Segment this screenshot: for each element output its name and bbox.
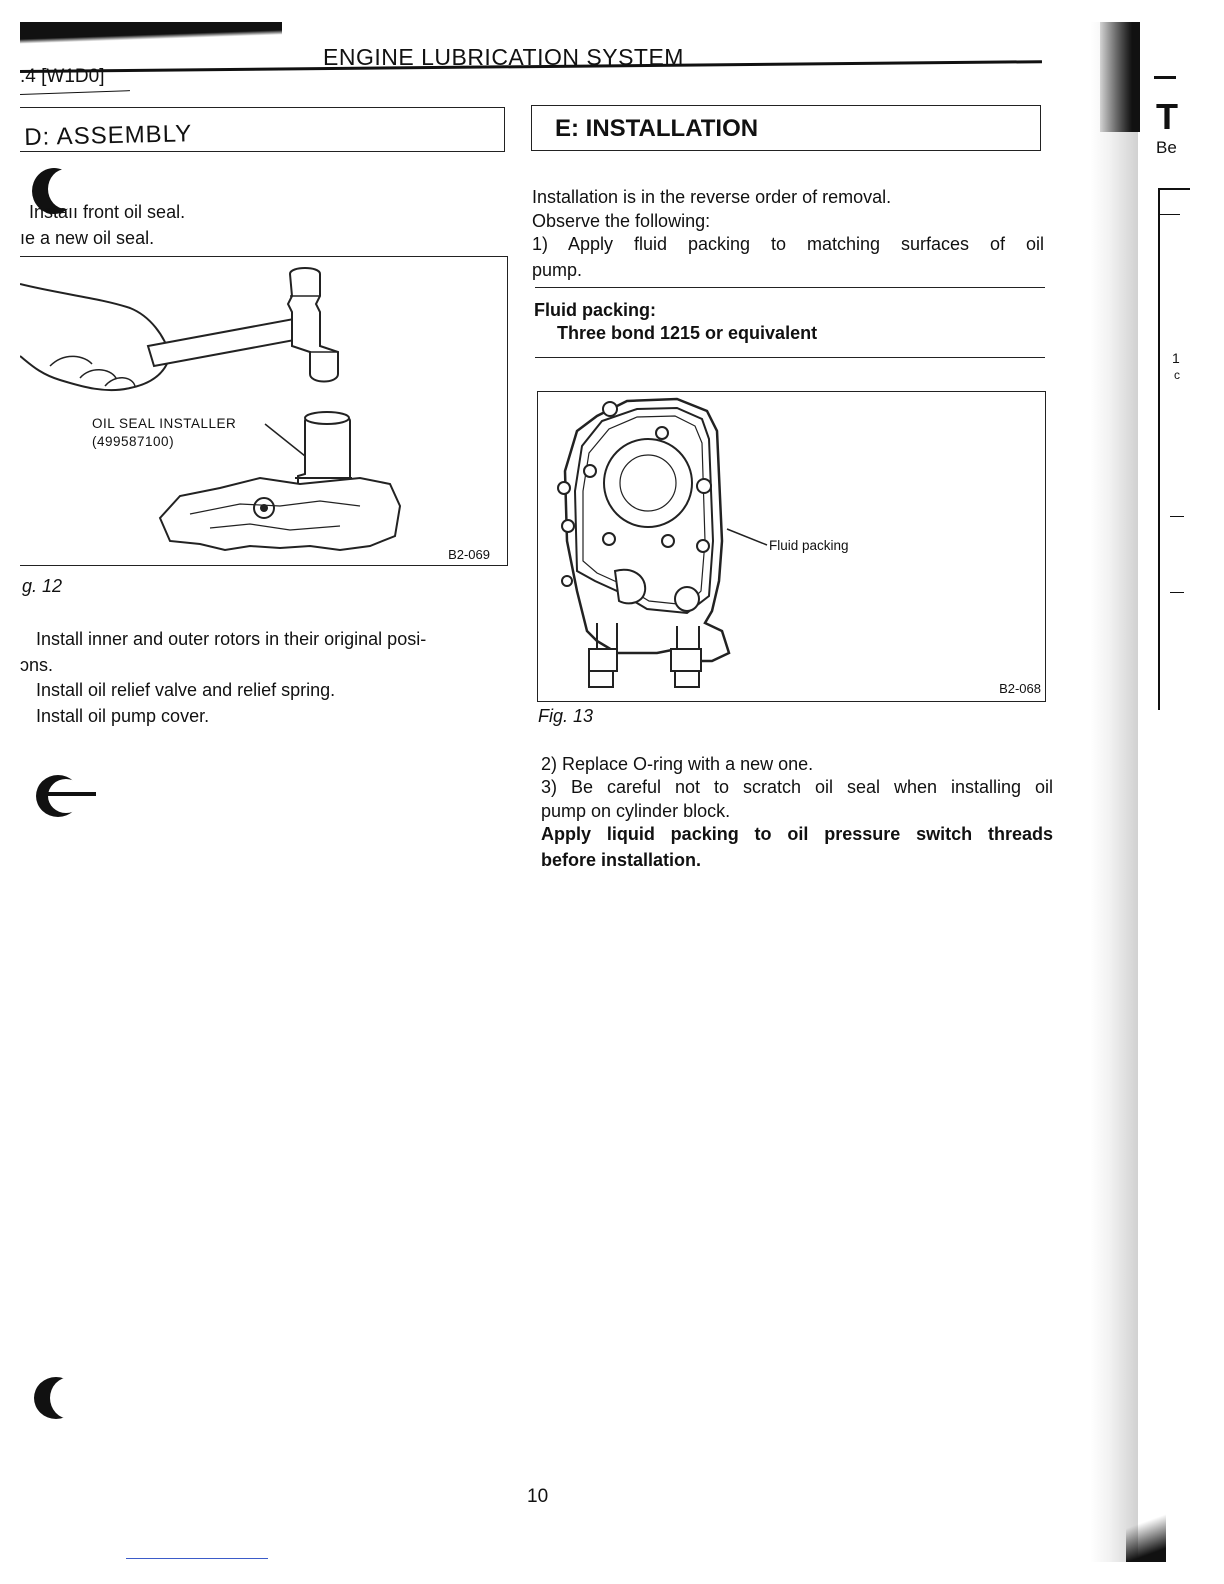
intro-line1: Installation is in the reverse order of removal. (532, 187, 892, 207)
fig13-label-packing: Fluid packing (769, 538, 849, 553)
oil-pump-icon (160, 478, 400, 550)
step1-line1: Instaıı front oil seal. (29, 202, 186, 222)
binder-hole-3 (28, 1374, 100, 1427)
scan-edge-dark (1090, 22, 1138, 1562)
next-page-word: Be (1156, 138, 1177, 157)
fig12-code: B2-069 (448, 547, 490, 562)
header-page-ref: .4 [W1D0] (20, 66, 105, 87)
next-page-tick3 (1170, 592, 1184, 593)
spec-label: Fluid packing: (534, 300, 657, 320)
fig12-illustration (20, 256, 508, 571)
section-e-title: E: INSTALLATION (555, 115, 759, 142)
step2-line1: Install inner and outer rotors in their original posi- (36, 629, 427, 649)
note-line2: before installation. (541, 850, 702, 870)
fig12-label-installer: OIL SEAL INSTALLER (92, 416, 237, 431)
step2-line2: ɔns. (20, 655, 54, 675)
binder-hole-2 (26, 774, 98, 827)
page-number: 10 (527, 1486, 549, 1507)
item3-line1: 3) Be careful not to scratch oil seal when installing oil (541, 777, 1053, 797)
next-page-box (1158, 188, 1190, 710)
note-line1: Apply liquid packing to oil pressure switch threads (541, 824, 1053, 844)
header-title: ENGINE LUBRICATION SYSTEM (323, 44, 684, 70)
hammer-icon (288, 268, 338, 382)
next-page-n2: c (1174, 368, 1180, 382)
fig12-label-partno: (499587100) (92, 434, 175, 449)
section-d-title: D: ASSEMBLY (24, 120, 193, 151)
next-page-tick2 (1170, 516, 1184, 517)
fig13-illustration (537, 391, 1046, 707)
fig12-caption: g. 12 (22, 576, 63, 596)
bottom-blue-line (126, 1558, 268, 1559)
next-page-rule (1154, 76, 1176, 79)
step3: Install oil relief valve and relief spring. (36, 680, 336, 700)
item1-line1: 1) Apply fluid packing to matching surfaces of oil (532, 234, 1044, 254)
scan-edge-bottom (1126, 1508, 1166, 1562)
intro-line2: Observe the following: (532, 211, 711, 231)
spec-value: Three bond 1215 or equivalent (557, 323, 818, 343)
next-page-letter: T (1156, 96, 1178, 137)
fig13-caption: Fig. 13 (538, 706, 594, 726)
next-page-n1: 1 (1172, 350, 1180, 366)
scan-top-band (20, 22, 282, 44)
item3-line2: pump on cylinder block. (541, 801, 731, 821)
header-rule-lower (20, 90, 130, 95)
fig13-code: B2-068 (999, 681, 1041, 696)
spec-rule-bottom (535, 357, 1045, 358)
spec-rule-top (535, 287, 1045, 288)
item2: 2) Replace O-ring with a new one. (541, 754, 814, 774)
step1-line2: ıe a new oil seal. (20, 228, 155, 248)
next-page-tick1 (1158, 214, 1180, 215)
item1-line2: pump. (532, 260, 583, 280)
scan-edge-block (1100, 22, 1140, 132)
step4: Install oil pump cover. (36, 706, 210, 726)
hand-icon (20, 284, 170, 390)
